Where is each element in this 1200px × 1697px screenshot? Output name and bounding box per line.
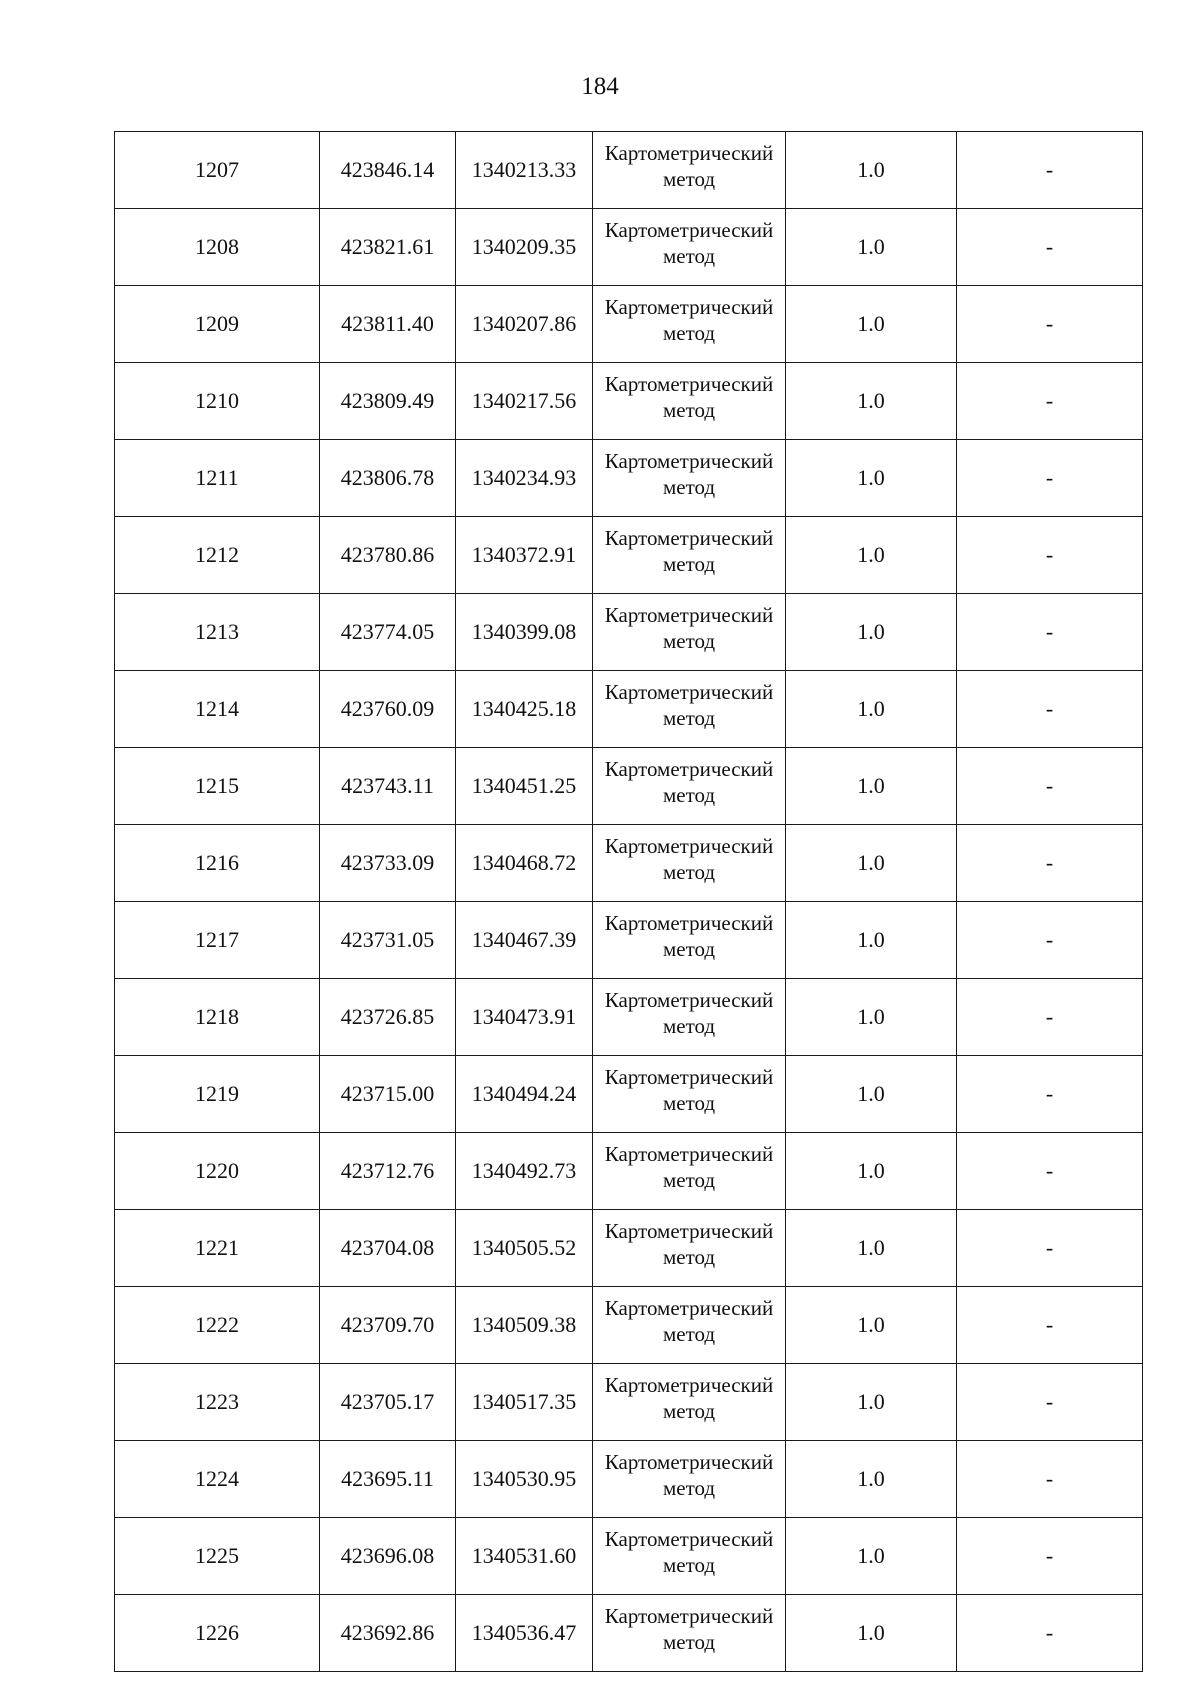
method-cell bbox=[593, 1210, 786, 1287]
y-coordinate-cell: 1340209.35 bbox=[456, 209, 593, 286]
point-number-cell: 1223 bbox=[115, 1364, 320, 1441]
note-cell: - bbox=[957, 902, 1143, 979]
method-cell bbox=[593, 1133, 786, 1210]
point-number-cell: 1222 bbox=[115, 1287, 320, 1364]
point-number-cell: 1218 bbox=[115, 979, 320, 1056]
note-cell: - bbox=[957, 748, 1143, 825]
x-coordinate-cell: 423715.00 bbox=[320, 1056, 456, 1133]
note-cell: - bbox=[957, 1518, 1143, 1595]
note-cell: - bbox=[957, 1133, 1143, 1210]
method-line-2: метод bbox=[662, 167, 716, 191]
method-line-2: метод bbox=[662, 321, 716, 345]
x-coordinate-cell: 423692.86 bbox=[320, 1595, 456, 1672]
method-cell bbox=[593, 1056, 786, 1133]
method-cell bbox=[593, 440, 786, 517]
point-number-cell: 1214 bbox=[115, 671, 320, 748]
note-cell: - bbox=[957, 1287, 1143, 1364]
method-cell bbox=[593, 517, 786, 594]
accuracy-cell: 1.0 bbox=[786, 902, 957, 979]
note-cell: - bbox=[957, 1441, 1143, 1518]
y-coordinate-cell: 1340372.91 bbox=[456, 517, 593, 594]
table-row bbox=[115, 1595, 1143, 1672]
table-row bbox=[115, 1364, 1143, 1441]
accuracy-cell: 1.0 bbox=[786, 1210, 957, 1287]
point-number-cell: 1216 bbox=[115, 825, 320, 902]
method-line-2: метод bbox=[662, 706, 716, 730]
method-line-2: метод bbox=[662, 860, 716, 884]
method-line-1: Картометрический bbox=[604, 218, 774, 242]
method-line-2: метод bbox=[662, 1630, 716, 1654]
point-number-cell: 1215 bbox=[115, 748, 320, 825]
accuracy-cell: 1.0 bbox=[786, 1287, 957, 1364]
method-line-2: метод bbox=[662, 937, 716, 961]
method-line-2: метод bbox=[662, 552, 716, 576]
note-cell: - bbox=[957, 825, 1143, 902]
method-line-1: Картометрический bbox=[604, 603, 774, 627]
accuracy-cell: 1.0 bbox=[786, 363, 957, 440]
method-cell bbox=[593, 1287, 786, 1364]
table-row bbox=[115, 671, 1143, 748]
x-coordinate-cell: 423760.09 bbox=[320, 671, 456, 748]
table-row bbox=[115, 825, 1143, 902]
method-line-2: метод bbox=[662, 1476, 716, 1500]
x-coordinate-cell: 423726.85 bbox=[320, 979, 456, 1056]
note-cell: - bbox=[957, 979, 1143, 1056]
method-cell bbox=[593, 1441, 786, 1518]
method-line-2: метод bbox=[662, 1245, 716, 1269]
method-line-2: метод bbox=[662, 244, 716, 268]
method-line-1: Картометрический bbox=[604, 372, 774, 396]
method-cell bbox=[593, 902, 786, 979]
point-number-cell: 1221 bbox=[115, 1210, 320, 1287]
method-line-2: метод bbox=[662, 1322, 716, 1346]
method-cell bbox=[593, 825, 786, 902]
x-coordinate-cell: 423731.05 bbox=[320, 902, 456, 979]
method-cell bbox=[593, 671, 786, 748]
method-line-1: Картометрический bbox=[604, 1142, 774, 1166]
method-line-2: метод bbox=[662, 1399, 716, 1423]
y-coordinate-cell: 1340530.95 bbox=[456, 1441, 593, 1518]
note-cell: - bbox=[957, 1595, 1143, 1672]
table-row bbox=[115, 979, 1143, 1056]
y-coordinate-cell: 1340467.39 bbox=[456, 902, 593, 979]
note-cell: - bbox=[957, 1056, 1143, 1133]
y-coordinate-cell: 1340217.56 bbox=[456, 363, 593, 440]
table-row bbox=[115, 517, 1143, 594]
x-coordinate-cell: 423846.14 bbox=[320, 132, 456, 209]
table-row bbox=[115, 1287, 1143, 1364]
table-row bbox=[115, 902, 1143, 979]
y-coordinate-cell: 1340531.60 bbox=[456, 1518, 593, 1595]
x-coordinate-cell: 423733.09 bbox=[320, 825, 456, 902]
y-coordinate-cell: 1340399.08 bbox=[456, 594, 593, 671]
y-coordinate-cell: 1340505.52 bbox=[456, 1210, 593, 1287]
y-coordinate-cell: 1340473.91 bbox=[456, 979, 593, 1056]
method-cell bbox=[593, 209, 786, 286]
accuracy-cell: 1.0 bbox=[786, 517, 957, 594]
accuracy-cell: 1.0 bbox=[786, 209, 957, 286]
point-number-cell: 1210 bbox=[115, 363, 320, 440]
method-cell bbox=[593, 979, 786, 1056]
y-coordinate-cell: 1340509.38 bbox=[456, 1287, 593, 1364]
y-coordinate-cell: 1340494.24 bbox=[456, 1056, 593, 1133]
method-line-1: Картометрический bbox=[604, 988, 774, 1012]
point-number-cell: 1213 bbox=[115, 594, 320, 671]
table-row bbox=[115, 363, 1143, 440]
x-coordinate-cell: 423709.70 bbox=[320, 1287, 456, 1364]
table-row bbox=[115, 209, 1143, 286]
point-number-cell: 1211 bbox=[115, 440, 320, 517]
point-number-cell: 1220 bbox=[115, 1133, 320, 1210]
y-coordinate-cell: 1340492.73 bbox=[456, 1133, 593, 1210]
point-number-cell: 1207 bbox=[115, 132, 320, 209]
accuracy-cell: 1.0 bbox=[786, 825, 957, 902]
method-line-1: Картометрический bbox=[604, 757, 774, 781]
note-cell: - bbox=[957, 671, 1143, 748]
coordinates-table bbox=[114, 131, 1143, 1672]
method-line-1: Картометрический bbox=[604, 834, 774, 858]
y-coordinate-cell: 1340536.47 bbox=[456, 1595, 593, 1672]
note-cell: - bbox=[957, 209, 1143, 286]
accuracy-cell: 1.0 bbox=[786, 671, 957, 748]
accuracy-cell: 1.0 bbox=[786, 440, 957, 517]
x-coordinate-cell: 423821.61 bbox=[320, 209, 456, 286]
x-coordinate-cell: 423743.11 bbox=[320, 748, 456, 825]
method-cell bbox=[593, 363, 786, 440]
accuracy-cell: 1.0 bbox=[786, 748, 957, 825]
point-number-cell: 1209 bbox=[115, 286, 320, 363]
x-coordinate-cell: 423705.17 bbox=[320, 1364, 456, 1441]
accuracy-cell: 1.0 bbox=[786, 1595, 957, 1672]
method-line-1: Картометрический bbox=[604, 911, 774, 935]
note-cell: - bbox=[957, 1210, 1143, 1287]
point-number-cell: 1208 bbox=[115, 209, 320, 286]
accuracy-cell: 1.0 bbox=[786, 1364, 957, 1441]
note-cell: - bbox=[957, 363, 1143, 440]
accuracy-cell: 1.0 bbox=[786, 1056, 957, 1133]
method-line-2: метод bbox=[662, 1014, 716, 1038]
point-number-cell: 1212 bbox=[115, 517, 320, 594]
method-line-1: Картометрический bbox=[604, 449, 774, 473]
method-line-1: Картометрический bbox=[604, 1450, 774, 1474]
method-line-2: метод bbox=[662, 783, 716, 807]
note-cell: - bbox=[957, 517, 1143, 594]
table-row bbox=[115, 1133, 1143, 1210]
point-number-cell: 1217 bbox=[115, 902, 320, 979]
accuracy-cell: 1.0 bbox=[786, 1518, 957, 1595]
table-body bbox=[115, 132, 1143, 1672]
x-coordinate-cell: 423774.05 bbox=[320, 594, 456, 671]
method-line-2: метод bbox=[662, 475, 716, 499]
x-coordinate-cell: 423809.49 bbox=[320, 363, 456, 440]
accuracy-cell: 1.0 bbox=[786, 1441, 957, 1518]
note-cell: - bbox=[957, 1364, 1143, 1441]
method-cell bbox=[593, 286, 786, 363]
x-coordinate-cell: 423806.78 bbox=[320, 440, 456, 517]
y-coordinate-cell: 1340468.72 bbox=[456, 825, 593, 902]
accuracy-cell: 1.0 bbox=[786, 286, 957, 363]
table-row bbox=[115, 1056, 1143, 1133]
method-line-2: метод bbox=[662, 1553, 716, 1577]
method-line-1: Картометрический bbox=[604, 1296, 774, 1320]
method-cell bbox=[593, 1364, 786, 1441]
method-line-1: Картометрический bbox=[604, 141, 774, 165]
page-number: 184 bbox=[581, 73, 619, 100]
method-line-2: метод bbox=[662, 1168, 716, 1192]
x-coordinate-cell: 423712.76 bbox=[320, 1133, 456, 1210]
method-line-1: Картометрический bbox=[604, 680, 774, 704]
method-cell bbox=[593, 132, 786, 209]
y-coordinate-cell: 1340213.33 bbox=[456, 132, 593, 209]
point-number-cell: 1219 bbox=[115, 1056, 320, 1133]
point-number-cell: 1226 bbox=[115, 1595, 320, 1672]
method-cell bbox=[593, 1518, 786, 1595]
method-line-1: Картометрический bbox=[604, 526, 774, 550]
method-line-1: Картометрический bbox=[604, 295, 774, 319]
note-cell: - bbox=[957, 594, 1143, 671]
y-coordinate-cell: 1340234.93 bbox=[456, 440, 593, 517]
method-line-1: Картометрический bbox=[604, 1373, 774, 1397]
point-number-cell: 1224 bbox=[115, 1441, 320, 1518]
table-row bbox=[115, 1518, 1143, 1595]
y-coordinate-cell: 1340207.86 bbox=[456, 286, 593, 363]
note-cell: - bbox=[957, 286, 1143, 363]
accuracy-cell: 1.0 bbox=[786, 594, 957, 671]
note-cell: - bbox=[957, 132, 1143, 209]
table-row bbox=[115, 1441, 1143, 1518]
accuracy-cell: 1.0 bbox=[786, 132, 957, 209]
accuracy-cell: 1.0 bbox=[786, 979, 957, 1056]
point-number-cell: 1225 bbox=[115, 1518, 320, 1595]
method-line-1: Картометрический bbox=[604, 1065, 774, 1089]
x-coordinate-cell: 423695.11 bbox=[320, 1441, 456, 1518]
table-row bbox=[115, 440, 1143, 517]
y-coordinate-cell: 1340451.25 bbox=[456, 748, 593, 825]
method-cell bbox=[593, 1595, 786, 1672]
x-coordinate-cell: 423704.08 bbox=[320, 1210, 456, 1287]
method-line-1: Картометрический bbox=[604, 1604, 774, 1628]
y-coordinate-cell: 1340517.35 bbox=[456, 1364, 593, 1441]
method-line-2: метод bbox=[662, 629, 716, 653]
table-row bbox=[115, 132, 1143, 209]
table-row bbox=[115, 594, 1143, 671]
accuracy-cell: 1.0 bbox=[786, 1133, 957, 1210]
method-line-1: Картометрический bbox=[604, 1219, 774, 1243]
method-line-1: Картометрический bbox=[604, 1527, 774, 1551]
table-row bbox=[115, 748, 1143, 825]
x-coordinate-cell: 423696.08 bbox=[320, 1518, 456, 1595]
method-cell bbox=[593, 748, 786, 825]
table-row bbox=[115, 1210, 1143, 1287]
note-cell: - bbox=[957, 440, 1143, 517]
x-coordinate-cell: 423780.86 bbox=[320, 517, 456, 594]
y-coordinate-cell: 1340425.18 bbox=[456, 671, 593, 748]
method-line-2: метод bbox=[662, 398, 716, 422]
x-coordinate-cell: 423811.40 bbox=[320, 286, 456, 363]
table-row bbox=[115, 286, 1143, 363]
method-line-2: метод bbox=[662, 1091, 716, 1115]
method-cell bbox=[593, 594, 786, 671]
